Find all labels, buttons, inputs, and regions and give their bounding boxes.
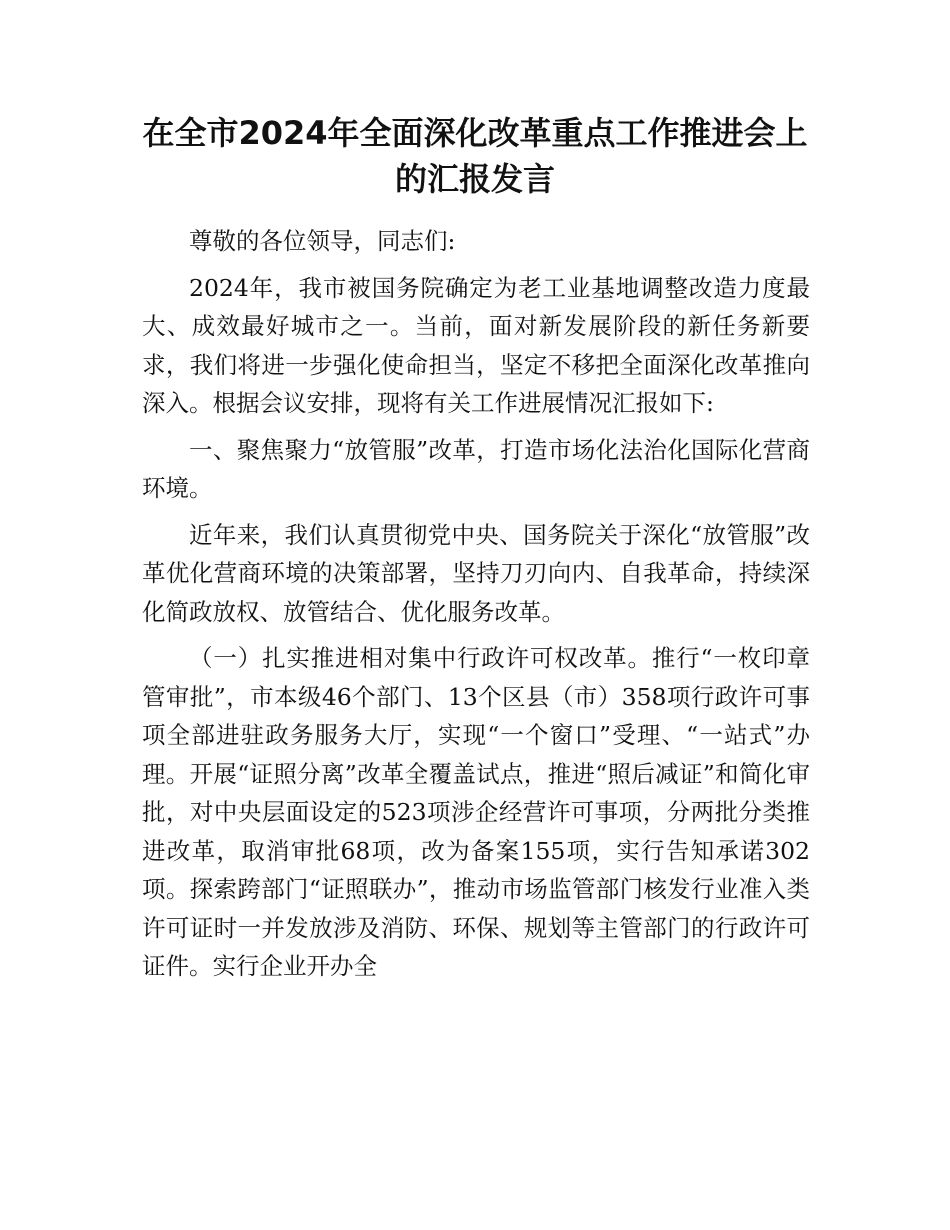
salutation-paragraph: 尊敬的各位领导，同志们: bbox=[189, 227, 456, 255]
document-body bbox=[142, 222, 810, 994]
section-heading-1: 一、聚焦聚力“放管服”改革，打造市场化法治化国际化营商环境。 bbox=[142, 435, 810, 502]
subsection-paragraph-1: （一）扎实推进相对集中行政许可权改革。推行“一枚印章管审批”，市本级46个部门、13个区县（市）358项行政许可事项全部进驻政务服务大厅，实现“一个窗口”受理、“一站式”办理。开展“证照分离”改革全覆盖试点，推进“照后减证”和简化审批，对中央层面设定的523项涉企经营许可事项，分两批分类推进改革，取消审批68项，改为备案155项，实行告知承诺302项。探索跨部门“证照联办”，推动市场监管部门核发行业准入类许可证时一并发放涉及消防、环保、规划等主管部门的行政许可证件。实行企业开办全 bbox=[142, 644, 810, 980]
body-paragraph: 近年来，我们认真贯彻党中央、国务院关于深化“放管服”改革优化营商环境的决策部署，坚持刀刃向内、自我革命，持续深化简政放权、放管结合、优化服务改革。 bbox=[142, 520, 810, 626]
intro-paragraph: 2024年，我市被国务院确定为老工业基地调整改造力度最大、成效最好城市之一。当前，面对新发展阶段的新任务新要求，我们将进一步强化使命担当，坚定不移把全面深化改革推向深入。根据会议安排，现将有关工作进展情况汇报如下: bbox=[142, 273, 810, 417]
document-title: 在全市2024年全面深化改革重点工作推进会上的汇报发言 bbox=[142, 114, 808, 198]
